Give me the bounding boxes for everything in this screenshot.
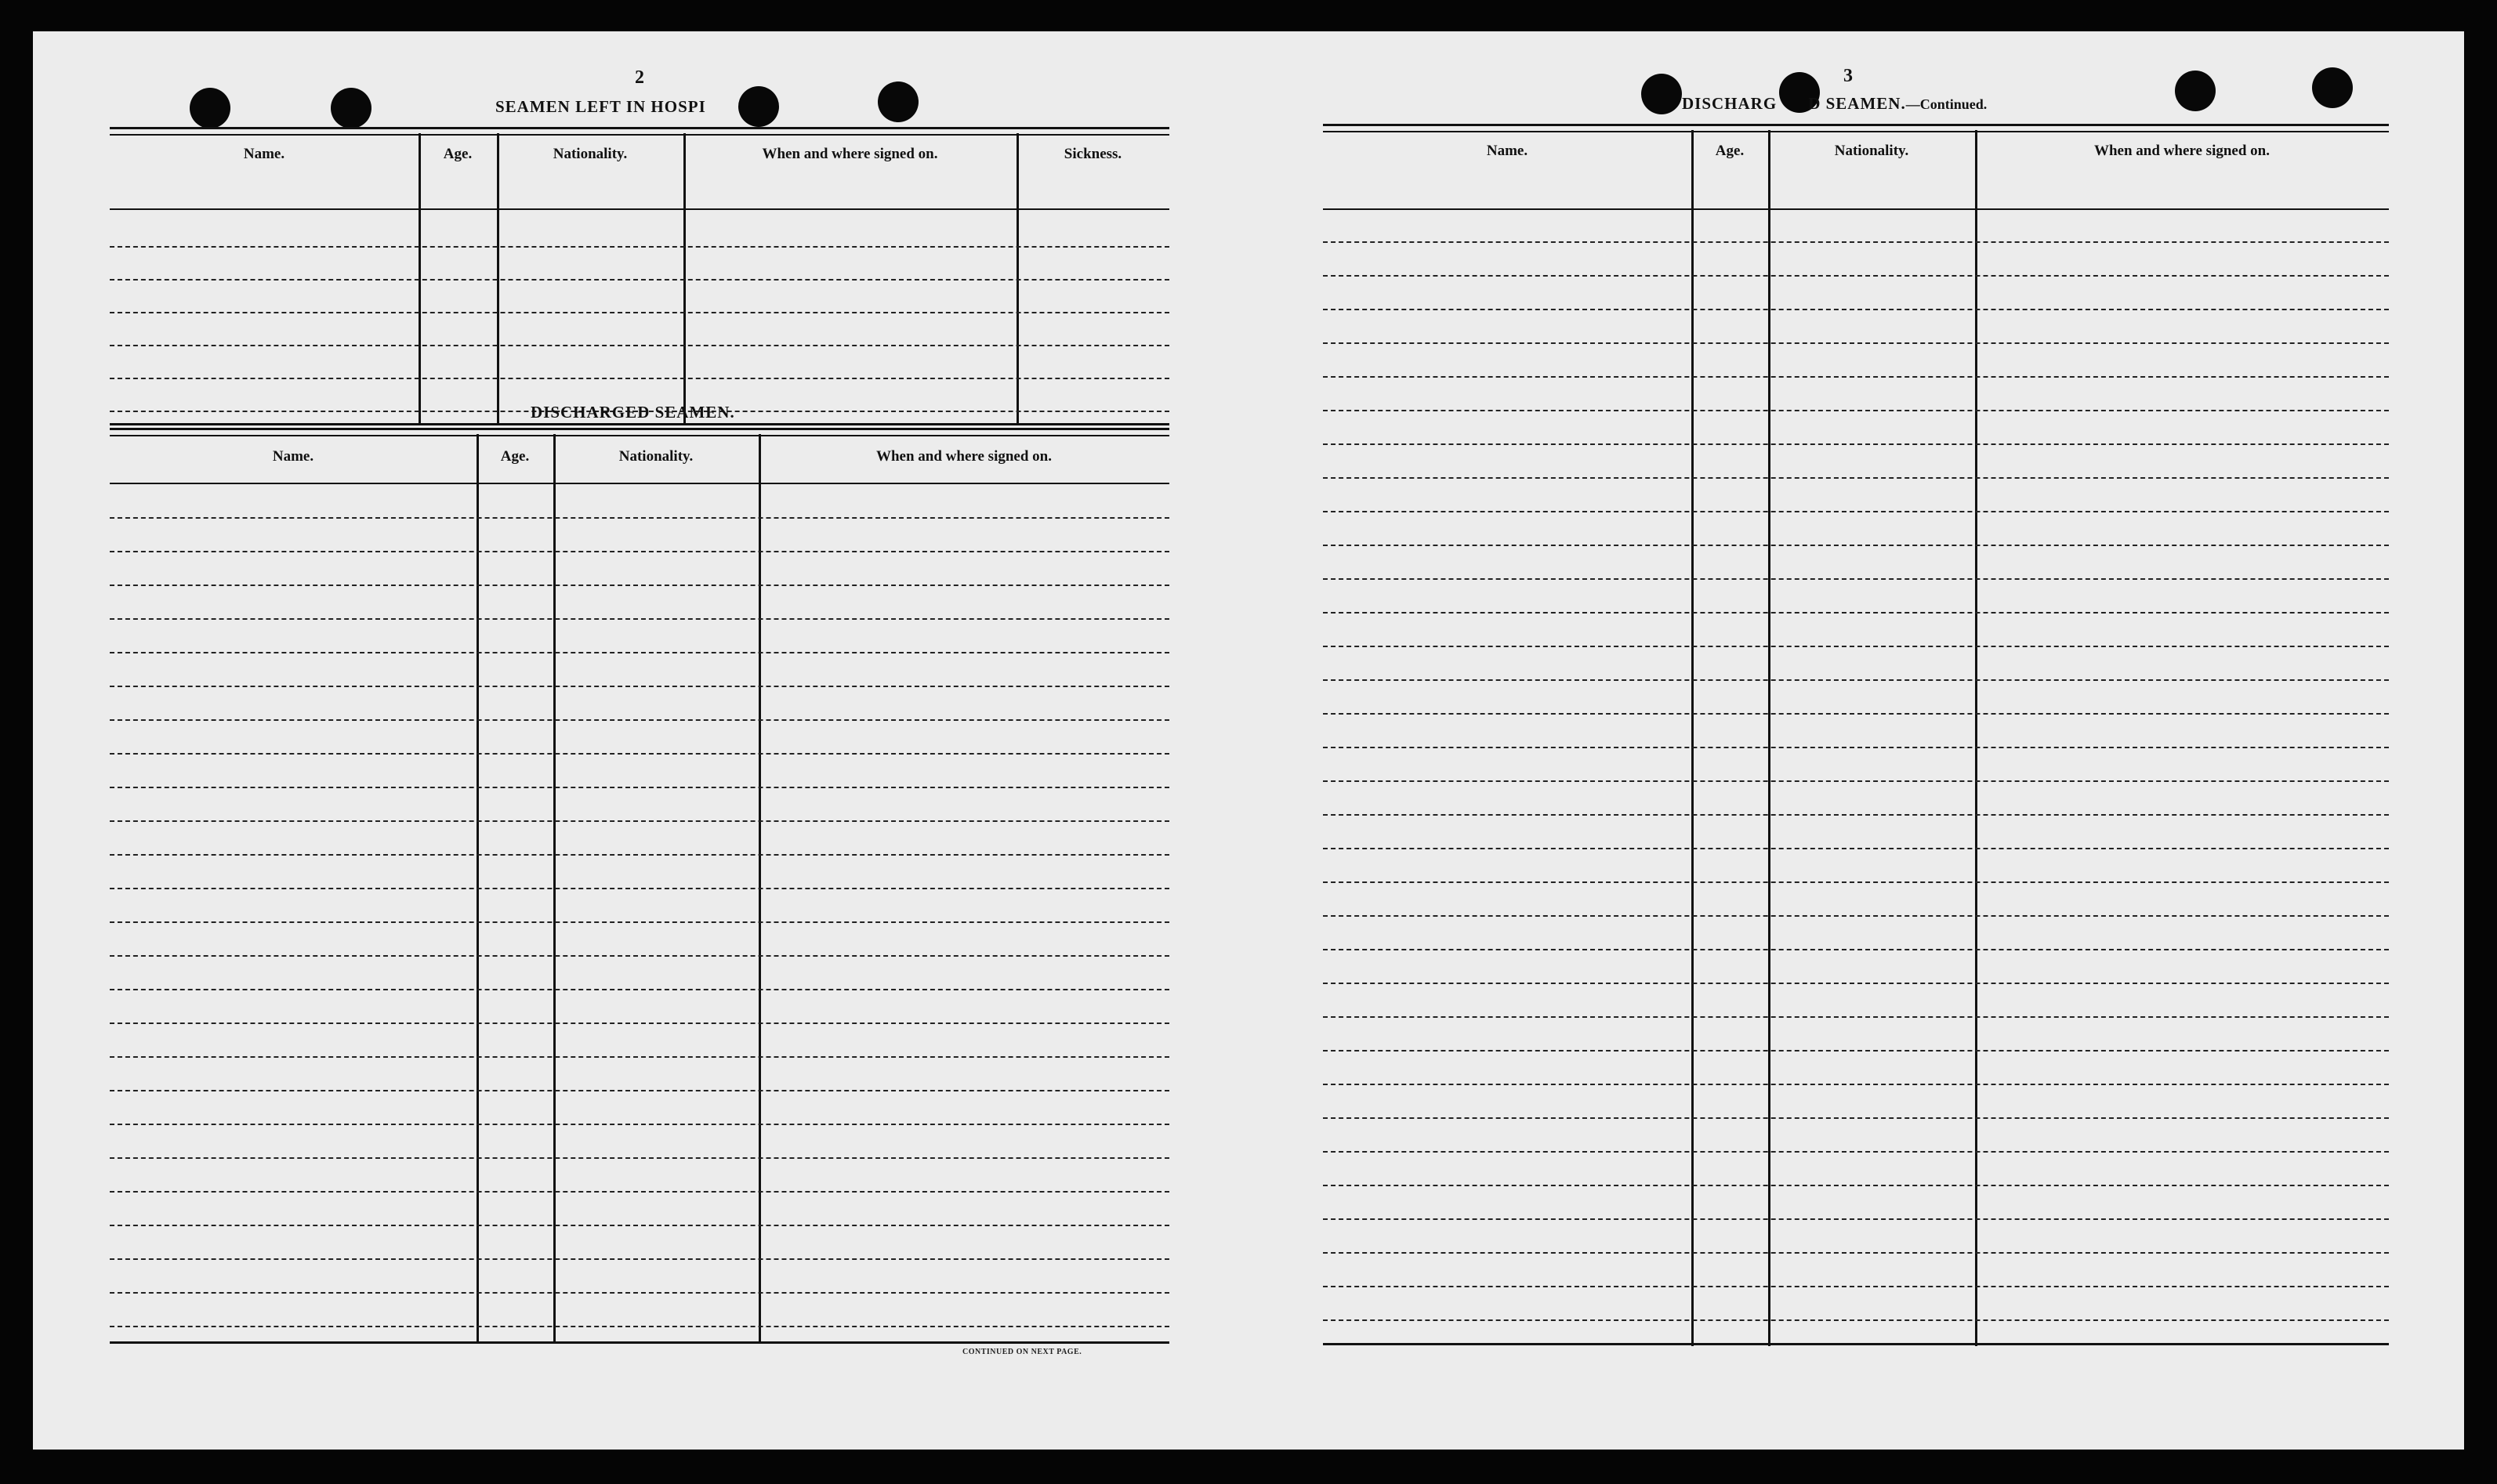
table-rule xyxy=(1323,1343,2389,1345)
entry-line xyxy=(110,551,1169,552)
entry-line xyxy=(1323,1117,2389,1119)
column-divider xyxy=(1975,130,1977,1346)
entry-line xyxy=(1323,949,2389,950)
col-header-name: Name. xyxy=(243,146,285,162)
column-divider xyxy=(1768,130,1770,1346)
punch-hole xyxy=(2312,67,2353,108)
entry-line xyxy=(1323,679,2389,681)
entry-line xyxy=(1323,309,2389,310)
entry-line xyxy=(110,345,1169,346)
entry-line xyxy=(1323,1151,2389,1153)
column-divider xyxy=(1691,130,1694,1346)
entry-line xyxy=(1323,747,2389,748)
entry-line xyxy=(1323,1286,2389,1287)
entry-line xyxy=(110,652,1169,653)
entry-line xyxy=(110,378,1169,379)
entry-line xyxy=(110,1258,1169,1260)
entry-line xyxy=(1323,915,2389,917)
discharged-table xyxy=(110,428,1169,1343)
entry-line xyxy=(110,1056,1169,1058)
col-header-age: Age. xyxy=(443,146,473,162)
title-part2: D SEAMEN. xyxy=(1808,94,1906,113)
entry-line xyxy=(110,312,1169,313)
entry-line xyxy=(110,686,1169,687)
punch-hole xyxy=(331,88,371,128)
entry-line xyxy=(110,787,1169,788)
entry-line xyxy=(110,955,1169,957)
col-header-when-where: When and where signed on. xyxy=(762,146,938,162)
entry-line xyxy=(110,1090,1169,1091)
title-continued: —Continued. xyxy=(1905,96,1988,112)
col-header-sickness: Sickness. xyxy=(1064,146,1122,162)
entry-line xyxy=(1323,881,2389,883)
col-header-nationality: Nationality. xyxy=(618,448,694,465)
table-rule xyxy=(110,423,1169,425)
entry-line xyxy=(1323,1185,2389,1186)
entry-line xyxy=(1323,511,2389,512)
entry-line xyxy=(1323,612,2389,614)
entry-line xyxy=(1323,342,2389,344)
entry-line xyxy=(1323,545,2389,546)
entry-line xyxy=(1323,578,2389,580)
page-number-left: 2 xyxy=(635,67,644,88)
discharged-section-title: DISCHARGED SEAMEN. xyxy=(531,403,735,422)
entry-line xyxy=(110,1225,1169,1226)
table-rule xyxy=(110,483,1169,484)
entry-line xyxy=(1323,241,2389,243)
table-rule xyxy=(1323,124,2389,132)
punch-hole xyxy=(2175,71,2216,111)
col-header-when-where: When and where signed on. xyxy=(2093,143,2270,159)
col-header-when-where: When and where signed on. xyxy=(875,448,1052,465)
punch-hole xyxy=(190,88,230,128)
entry-line xyxy=(110,1191,1169,1193)
table-rule xyxy=(110,208,1169,210)
discharged-continued-title xyxy=(1682,94,1987,114)
entry-line xyxy=(110,246,1169,248)
entry-line xyxy=(1323,1016,2389,1018)
entry-line xyxy=(1323,477,2389,479)
entry-line xyxy=(1323,1050,2389,1051)
entry-line xyxy=(1323,983,2389,984)
punch-hole xyxy=(1641,74,1682,114)
entry-line xyxy=(1323,443,2389,445)
punch-hole xyxy=(878,81,919,122)
entry-line xyxy=(1323,848,2389,849)
col-header-age: Age. xyxy=(500,448,530,465)
entry-line xyxy=(110,820,1169,822)
table-rule xyxy=(1323,208,2389,210)
entry-line xyxy=(1323,376,2389,378)
entry-line xyxy=(110,719,1169,721)
table-rule xyxy=(110,127,1169,136)
discharged-continued-table xyxy=(1323,124,2389,1346)
entry-line xyxy=(110,888,1169,889)
entry-line xyxy=(110,1157,1169,1159)
table-rule xyxy=(110,428,1169,436)
col-header-age: Age. xyxy=(1715,143,1745,159)
hospital-table xyxy=(110,127,1169,425)
entry-line xyxy=(1323,1084,2389,1085)
entry-line xyxy=(1323,1319,2389,1321)
entry-line xyxy=(1323,410,2389,411)
entry-line xyxy=(1323,1252,2389,1254)
entry-line xyxy=(110,1023,1169,1024)
entry-line xyxy=(110,854,1169,856)
entry-line xyxy=(110,1292,1169,1294)
entry-line xyxy=(110,753,1169,755)
entry-line xyxy=(110,279,1169,281)
entry-line xyxy=(110,618,1169,620)
entry-line xyxy=(1323,275,2389,277)
entry-line xyxy=(110,921,1169,923)
punch-hole xyxy=(738,86,779,127)
entry-line xyxy=(1323,713,2389,715)
title-part1: DISCHARG xyxy=(1682,94,1778,113)
page-number-right: 3 xyxy=(1843,66,1853,86)
entry-line xyxy=(1323,814,2389,816)
col-header-name: Name. xyxy=(1486,143,1528,159)
entry-line xyxy=(1323,646,2389,647)
entry-line xyxy=(1323,1218,2389,1220)
hospital-section-title: SEAMEN LEFT IN HOSPI xyxy=(495,97,706,116)
entry-line xyxy=(110,989,1169,990)
table-rule xyxy=(110,1341,1169,1344)
form-sheet xyxy=(33,31,2464,1450)
continued-footer: CONTINUED ON NEXT PAGE. xyxy=(962,1348,1082,1356)
entry-line xyxy=(110,1326,1169,1327)
entry-line xyxy=(110,517,1169,519)
entry-line xyxy=(110,585,1169,586)
col-header-nationality: Nationality. xyxy=(553,146,628,162)
entry-line xyxy=(110,1124,1169,1125)
entry-line xyxy=(1323,780,2389,782)
col-header-name: Name. xyxy=(272,448,314,465)
col-header-nationality: Nationality. xyxy=(1834,143,1909,159)
